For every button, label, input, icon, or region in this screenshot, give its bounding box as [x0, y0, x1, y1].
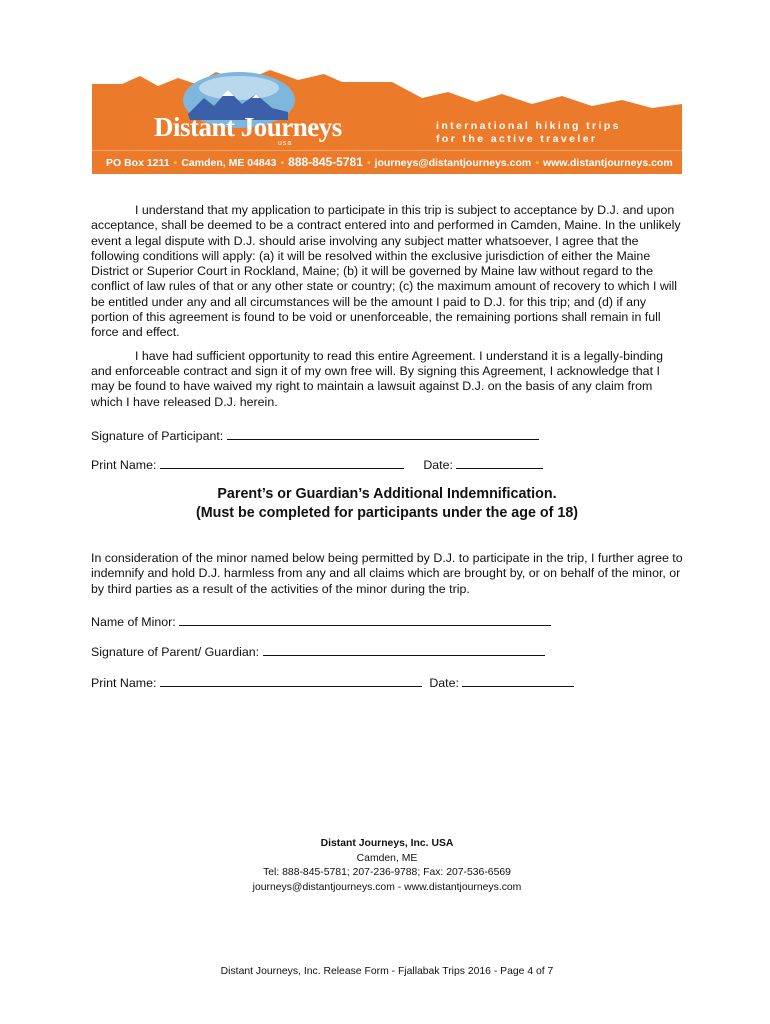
header-phone: 888-845-5781: [288, 155, 363, 169]
minor-name-field[interactable]: [179, 613, 551, 626]
contact-bar: [106, 155, 673, 169]
participant-date-label: Date:: [423, 458, 453, 472]
guardian-heading-subtitle: (Must be completed for participants under the age of 18): [195, 505, 579, 521]
participant-date-field[interactable]: [456, 456, 543, 469]
guardian-signature-label: Signature of Parent/ Guardian:: [91, 645, 260, 659]
company-logo-text: Distant Journeys: [154, 112, 342, 142]
agreement-text: [91, 203, 683, 410]
guardian-signature-field[interactable]: [263, 643, 545, 656]
participant-print-name-label: Print Name:: [91, 458, 157, 472]
tagline: [436, 120, 621, 146]
footer-company: Distant Journeys, Inc. USA: [320, 838, 454, 849]
footer-city: Camden, ME: [356, 852, 418, 864]
participant-print-name-field[interactable]: [160, 456, 404, 469]
participant-name-row: [91, 456, 543, 472]
guardian-paragraph: In consideration of the minor named below being permitted by D.J. to participate in the trip, I further agree to indemnify and hold D.J. harmless from any and all claims which are brought by, or on behalf of the minor, or by third parties as a result of the activities of the minor during the trip.: [91, 551, 683, 596]
footer-phones: Tel: 888-845-5781; 207-236-9788; Fax: 207-536-6569: [263, 867, 511, 878]
tagline-line2: for the active traveler: [436, 133, 598, 145]
participant-signature-row: [91, 427, 539, 443]
participant-signature-label: Signature of Participant:: [91, 429, 224, 443]
logo-suffix: usa: [278, 140, 293, 147]
bullet-icon: •: [173, 157, 178, 169]
guardian-section-heading: [91, 485, 683, 523]
acknowledgement-paragraph: I have had sufficient opportunity to read this entire Agreement. I understand it is a legally-binding and enforceable contract and sign it of my own free will. By signing this Agreement, I acknowledge that I may be found to have waived my right to maintain a lawsuit against D.J. on the basis of any claim from which I have released D.J. herein.: [91, 348, 664, 409]
footer-web: journeys@distantjourneys.com - www.distantjourneys.com: [252, 881, 522, 893]
jurisdiction-paragraph: I understand that my application to participate in this trip is subject to acceptance by D.J. and upon acceptance, shall be deemed to be a contract entered into and performed in Camden, Maine. In the unlikely event a legal dispute with D.J. should arise involving any subject matter whatsoever, I agree that the following conditions will apply: (a) it will be resolved within the exclusive jurisdiction of either the Maine District or Superior Court in Rockland, Maine; (b) it will be governed by Maine law without regard to the conflict of law rules of that or any other state or country; (c) the maximum amount of recovery to which I will be entitled under any and all circumstances will be the amount I paid to D.J. for this trip; and (d) if any portion of this agreement is found to be void or unenforceable, the remaining portions shall remain in full force and effect.: [91, 203, 681, 340]
header-email: journeys@distantjourneys.com: [374, 157, 532, 169]
page-footer: Distant Journeys, Inc. Release Form - Fjallabak Trips 2016 - Page 4 of 7: [220, 966, 554, 977]
guardian-print-name-label: Print Name:: [91, 676, 157, 690]
header-city: Camden, ME 04843: [181, 157, 277, 169]
guardian-print-name-field[interactable]: [160, 674, 422, 687]
guardian-date-field[interactable]: [462, 674, 574, 687]
header-website: www.distantjourneys.com: [542, 157, 673, 169]
guardian-signature-row: [91, 643, 545, 659]
tagline-line1: international hiking trips: [436, 120, 621, 132]
participant-signature-field[interactable]: [227, 427, 539, 440]
guardian-indemnification-text: [91, 551, 683, 597]
bullet-icon: •: [366, 157, 371, 169]
po-box: PO Box 1211: [106, 157, 170, 169]
bullet-icon: •: [535, 157, 539, 169]
letterhead-banner: [92, 68, 682, 174]
guardian-name-row: [91, 674, 574, 690]
bullet-icon: •: [280, 157, 285, 169]
company-footer: [91, 837, 683, 895]
guardian-date-label: Date:: [429, 676, 459, 690]
guardian-heading-title: Parent’s or Guardian’s Additional Indemnification.: [217, 486, 557, 502]
minor-name-row: [91, 613, 551, 629]
minor-name-label: Name of Minor:: [91, 615, 176, 629]
